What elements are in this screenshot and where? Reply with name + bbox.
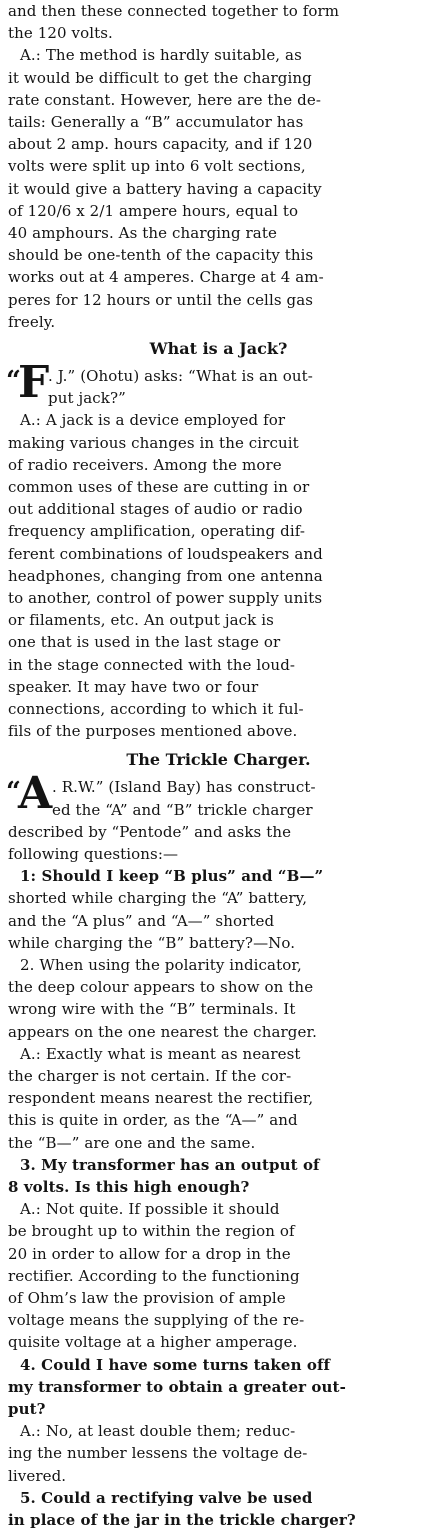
text-line: one that is used in the last stage or bbox=[8, 633, 281, 652]
question-line: described by “Pentode” and asks the bbox=[8, 822, 292, 841]
text-line: the “B—” are one and the same. bbox=[8, 1133, 256, 1152]
text-line: freely. bbox=[8, 312, 56, 331]
text-line: out additional stages of audio or radio bbox=[8, 500, 303, 519]
text-line: frequency amplification, operating dif- bbox=[8, 522, 306, 541]
open-quote: “ bbox=[6, 777, 21, 808]
text-line: voltage means the supplying of the re- bbox=[8, 1311, 305, 1330]
text-line: fils of the purposes mentioned above. bbox=[8, 722, 298, 741]
question-line: ed the “A” and “B” trickle charger bbox=[52, 800, 313, 819]
text-line: be brought up to within the region of bbox=[8, 1222, 295, 1241]
question-line: . R.W.” (Island Bay) has construct- bbox=[52, 778, 316, 797]
question-line: . J.” (Ohotu) asks: “What is an out- bbox=[48, 367, 313, 385]
text-line: headphones, changing from one antenna bbox=[8, 566, 323, 585]
text-line: should be one-tenth of the capacity this bbox=[8, 246, 314, 265]
text-line: the deep colour appears to show on the bbox=[8, 978, 314, 997]
text-line: 40 amphours. As the charging rate bbox=[8, 224, 277, 242]
question-line: put jack?” bbox=[48, 389, 126, 408]
text-line: respondent means nearest the rectifier, bbox=[8, 1089, 314, 1108]
text-line: about 2 amp. hours capacity, and if 120 bbox=[8, 135, 313, 154]
text-line: A.: No, at least double them; reduc- bbox=[20, 1422, 296, 1441]
text-line: of 120/6 x 2/1 ampere hours, equal to bbox=[8, 201, 299, 220]
text-line: and then these connected together to form bbox=[8, 2, 340, 20]
text-line: volts were split up into 6 volt sections, bbox=[8, 157, 306, 176]
text-line: appears on the one nearest the charger. bbox=[8, 1022, 317, 1041]
text-line: of Ohm’s law the provision of ample bbox=[8, 1289, 286, 1307]
text-line: common uses of these are cutting in or bbox=[8, 478, 310, 496]
text-line: 4. Could I have some turns taken off bbox=[20, 1355, 331, 1374]
text-line: and the “A plus” and “A—” shorted bbox=[8, 911, 275, 930]
text-line: the charger is not certain. If the cor- bbox=[8, 1067, 292, 1085]
text-line: ing the number lessens the voltage de- bbox=[8, 1444, 308, 1463]
text-line: 1: Should I keep “B plus” and “B—” bbox=[20, 867, 324, 886]
text-line: wrong wire with the “B” terminals. It bbox=[8, 1000, 296, 1019]
text-line: 2. When using the polarity indicator, bbox=[20, 956, 302, 974]
text-line: A.: Not quite. If possible it should bbox=[20, 1200, 280, 1219]
section-heading: The Trickle Charger. bbox=[126, 750, 311, 770]
text-line: shorted while charging the “A” battery, bbox=[8, 889, 308, 908]
text-line: works out at 4 amperes. Charge at 4 am- bbox=[8, 268, 324, 287]
text-line: my transformer to obtain a greater out- bbox=[8, 1377, 346, 1396]
text-line: the 120 volts. bbox=[8, 24, 113, 43]
text-line: tails: Generally a “B” accumulator has bbox=[8, 113, 304, 131]
text-line: speaker. It may have two or four bbox=[8, 677, 259, 696]
text-line: quisite voltage at a higher amperage. bbox=[8, 1333, 298, 1352]
text-line: peres for 12 hours or until the cells gas bbox=[8, 290, 314, 309]
drop-cap: A bbox=[18, 768, 53, 820]
text-line: it would be difficult to get the charging bbox=[8, 68, 312, 87]
text-line: in the stage connected with the loud- bbox=[8, 655, 296, 674]
text-line: 5. Could a rectifying valve be used bbox=[20, 1488, 313, 1507]
question-line: following questions:— bbox=[8, 845, 179, 863]
drop-cap: F bbox=[18, 357, 50, 408]
text-line: to another, control of power supply units bbox=[8, 589, 323, 607]
text-line: this is quite in order, as the “A—” and bbox=[8, 1111, 298, 1130]
text-line: rate constant. However, here are the de- bbox=[8, 90, 322, 109]
text-line: 3. My transformer has an output of bbox=[20, 1155, 320, 1174]
text-line: while charging the “B” battery?—No. bbox=[8, 933, 296, 952]
text-line: livered. bbox=[8, 1466, 67, 1485]
text-line: in place of the jar in the trickle charger? bbox=[8, 1511, 356, 1529]
text-line: 8 volts. Is this high enough? bbox=[8, 1178, 250, 1196]
text-line: 20 in order to allow for a drop in the bbox=[8, 1244, 291, 1263]
text-line: A.: A jack is a device employed for bbox=[20, 411, 286, 430]
text-line: of radio receivers. Among the more bbox=[8, 455, 282, 474]
open-quote: “ bbox=[6, 366, 21, 396]
text-line: making various changes in the circuit bbox=[8, 433, 299, 452]
text-line: A.: The method is hardly suitable, as bbox=[20, 46, 302, 65]
text-line: rectifier. According to the functioning bbox=[8, 1266, 300, 1285]
text-line: put? bbox=[8, 1400, 46, 1418]
section-heading: What is a Jack? bbox=[149, 339, 288, 358]
text-line: A.: Exactly what is meant as nearest bbox=[20, 1044, 301, 1063]
text-line: ferent combinations of loudspeakers and bbox=[8, 544, 323, 563]
text-line: connections, according to which it ful- bbox=[8, 700, 304, 718]
text-line: or filaments, etc. An output jack is bbox=[8, 611, 274, 630]
text-line: it would give a battery having a capacity bbox=[8, 179, 322, 198]
